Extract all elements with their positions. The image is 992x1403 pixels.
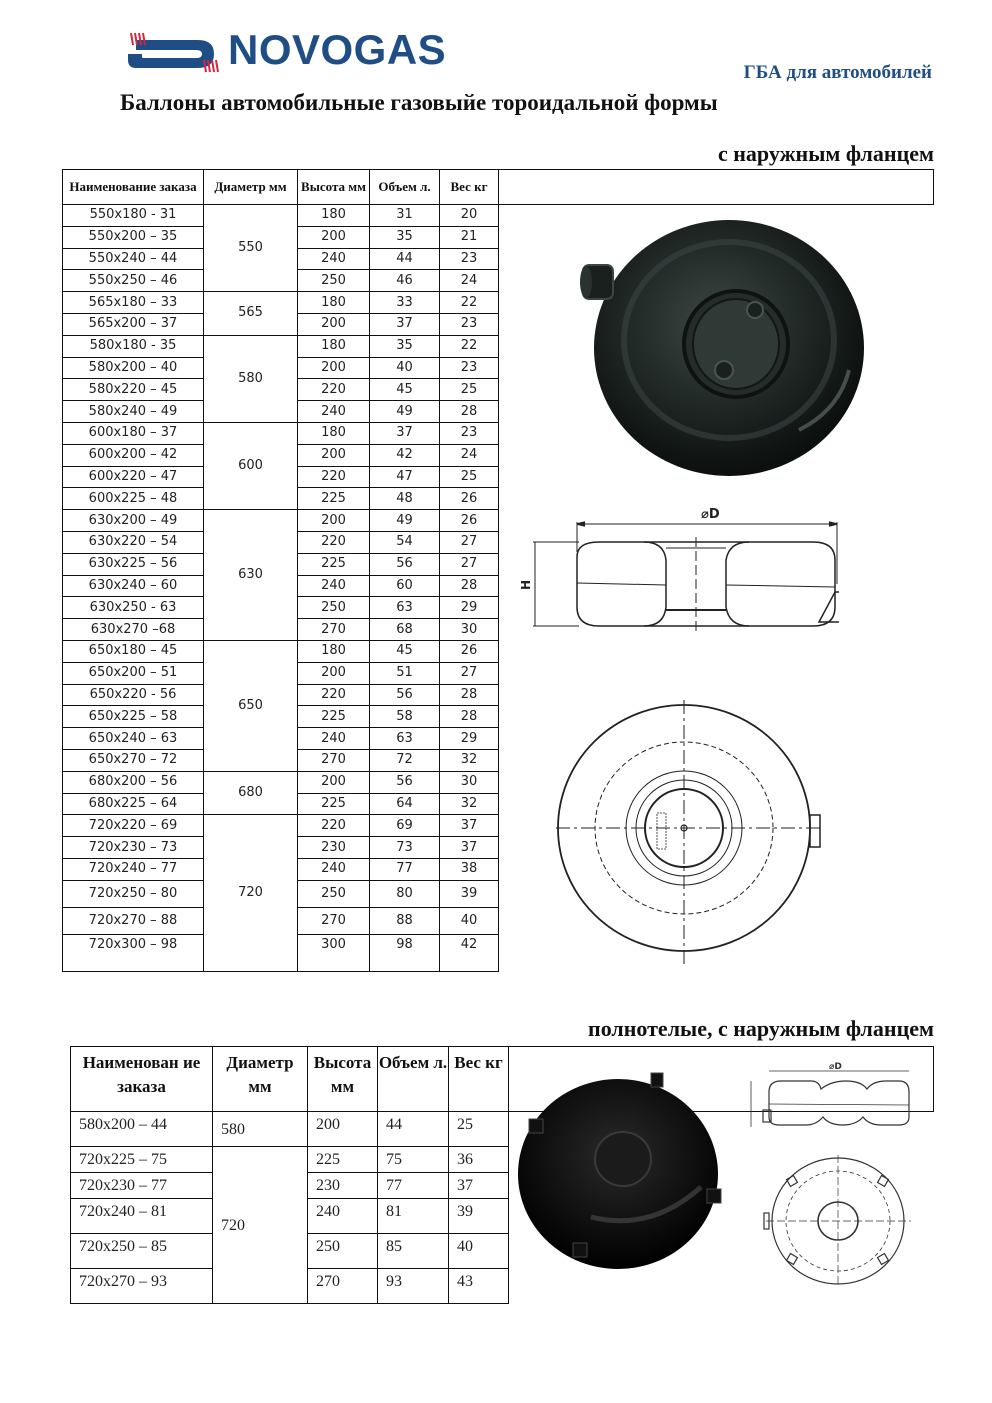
- cell-volume: 37: [370, 422, 440, 444]
- cell-name: 600x180 – 37: [63, 422, 204, 444]
- cell-height: 200: [298, 444, 370, 466]
- cell-diameter: 680: [204, 771, 298, 815]
- cell-name: 720x240 – 81: [71, 1199, 213, 1234]
- cell-weight: 24: [440, 444, 499, 466]
- cell-name: 720x250 – 80: [63, 880, 204, 907]
- cell-name: 720x270 – 93: [71, 1269, 213, 1304]
- cell-name: 720x230 – 73: [63, 837, 204, 859]
- cell-volume: 64: [370, 793, 440, 815]
- cell-weight: 21: [440, 226, 499, 248]
- cell-volume: 56: [370, 553, 440, 575]
- tagline: ГБА для автомобилей: [743, 62, 932, 83]
- section1-title: с наружным фланцем: [717, 141, 934, 166]
- cell-height: 250: [298, 880, 370, 907]
- table-row: [63, 662, 934, 684]
- table-header-row: [63, 170, 934, 205]
- table-header-row: [71, 1047, 934, 1112]
- product-images-cell: [509, 1047, 934, 1112]
- cell-weight: 25: [440, 466, 499, 488]
- cell-weight: 30: [440, 771, 499, 793]
- cell-name: 600x225 – 48: [63, 488, 204, 510]
- diameter-label: ⌀D: [828, 1061, 842, 1072]
- cell-weight: 25: [440, 379, 499, 401]
- diameter-label: ⌀D: [701, 507, 720, 522]
- cell-weight: 32: [440, 793, 499, 815]
- cell-name: 650x270 – 72: [63, 749, 204, 771]
- solid-side-drawing: [751, 1071, 909, 1127]
- cell-weight: 28: [440, 575, 499, 597]
- cell-volume: 33: [370, 292, 440, 314]
- cell-name: 630x225 – 56: [63, 553, 204, 575]
- cell-weight: 23: [440, 313, 499, 335]
- cell-volume: 63: [370, 728, 440, 750]
- cell-height: 270: [308, 1269, 378, 1304]
- cell-height: 200: [298, 313, 370, 335]
- spec-table-solid-external-flange: [70, 1046, 934, 1304]
- cell-weight: 38: [440, 858, 499, 880]
- cell-volume: 93: [378, 1269, 449, 1304]
- cell-name: 720x220 – 69: [63, 815, 204, 837]
- cell-name: 630x220 – 54: [63, 531, 204, 553]
- cell-height: 200: [298, 771, 370, 793]
- cell-volume: 49: [370, 401, 440, 423]
- cell-weight: 40: [449, 1234, 509, 1269]
- cell-volume: 45: [370, 640, 440, 662]
- cell-weight: 22: [440, 292, 499, 314]
- cell-height: 220: [298, 815, 370, 837]
- cell-name: 650x180 – 45: [63, 640, 204, 662]
- cell-height: 240: [298, 401, 370, 423]
- cell-weight: 43: [449, 1269, 509, 1304]
- height-label: H: [519, 579, 533, 590]
- cell-height: 225: [308, 1147, 378, 1173]
- cell-height: 225: [298, 488, 370, 510]
- cell-weight: 32: [440, 749, 499, 771]
- cell-weight: 28: [440, 706, 499, 728]
- cell-weight: 20: [440, 205, 499, 227]
- cell-weight: 28: [440, 401, 499, 423]
- cell-height: 230: [308, 1173, 378, 1199]
- cell-weight: 29: [440, 728, 499, 750]
- cell-volume: 80: [370, 880, 440, 907]
- cell-name: 580x180 - 35: [63, 335, 204, 357]
- toroidal-tank-photo: [569, 190, 869, 490]
- cell-height: 200: [298, 510, 370, 532]
- cell-weight: 30: [440, 619, 499, 641]
- cell-weight: 27: [440, 531, 499, 553]
- cell-weight: 23: [440, 248, 499, 270]
- cell-volume: 98: [370, 934, 440, 971]
- table-row: [63, 640, 934, 662]
- cell-height: 200: [308, 1112, 378, 1147]
- cell-name: 680x200 – 56: [63, 771, 204, 793]
- cell-name: 650x200 – 51: [63, 662, 204, 684]
- cell-volume: 77: [370, 858, 440, 880]
- cell-volume: 56: [370, 684, 440, 706]
- cell-name: 720x270 – 88: [63, 907, 204, 934]
- cell-height: 240: [298, 248, 370, 270]
- cell-volume: 81: [378, 1199, 449, 1234]
- solid-tank-photo: [518, 1073, 721, 1269]
- cell-height: 240: [308, 1199, 378, 1234]
- brand-name: NOVOGAS: [228, 26, 447, 73]
- cell-volume: 63: [370, 597, 440, 619]
- cell-height: 220: [298, 531, 370, 553]
- cell-volume: 48: [370, 488, 440, 510]
- cell-name: 720x300 – 98: [63, 934, 204, 971]
- cell-height: 180: [298, 640, 370, 662]
- cell-name: 565x180 – 33: [63, 292, 204, 314]
- cell-height: 200: [298, 662, 370, 684]
- cell-volume: 75: [378, 1147, 449, 1173]
- cell-weight: 39: [449, 1199, 509, 1234]
- cell-name: 600x220 – 47: [63, 466, 204, 488]
- cell-height: 225: [298, 793, 370, 815]
- cell-height: 225: [298, 553, 370, 575]
- col-header-volume: Объем л.: [378, 1047, 449, 1112]
- cell-diameter: 630: [204, 510, 298, 641]
- col-header-height: Высота мм: [298, 170, 370, 205]
- cell-weight: 23: [440, 422, 499, 444]
- cell-name: 550x250 – 46: [63, 270, 204, 292]
- cell-name: 565x200 – 37: [63, 313, 204, 335]
- cell-weight: 27: [440, 553, 499, 575]
- cell-weight: 26: [440, 488, 499, 510]
- cell-height: 180: [298, 292, 370, 314]
- cell-name: 550x180 - 31: [63, 205, 204, 227]
- cell-weight: 24: [440, 270, 499, 292]
- cell-weight: 37: [449, 1173, 509, 1199]
- cell-height: 225: [298, 706, 370, 728]
- cell-name: 630x250 - 63: [63, 597, 204, 619]
- cell-volume: 49: [370, 510, 440, 532]
- cell-weight: 37: [440, 837, 499, 859]
- cell-name: 650x225 – 58: [63, 706, 204, 728]
- cell-diameter: 580: [213, 1112, 308, 1147]
- cell-weight: 42: [440, 934, 499, 971]
- cell-height: 180: [298, 422, 370, 444]
- cell-height: 240: [298, 858, 370, 880]
- cell-volume: 31: [370, 205, 440, 227]
- cell-volume: 73: [370, 837, 440, 859]
- col-header-name: Наименован ие заказа: [71, 1047, 213, 1112]
- page-title: Баллоны автомобильные газовыйе тороидальной формы: [120, 90, 718, 115]
- cell-diameter: 600: [204, 422, 298, 509]
- cell-volume: 40: [370, 357, 440, 379]
- cell-name: 580x200 – 44: [71, 1112, 213, 1147]
- cell-volume: 42: [370, 444, 440, 466]
- cell-name: 580x200 – 40: [63, 357, 204, 379]
- cell-height: 270: [298, 749, 370, 771]
- cell-diameter: 580: [204, 335, 298, 422]
- cell-weight: 27: [440, 662, 499, 684]
- cell-height: 270: [298, 619, 370, 641]
- cell-volume: 85: [378, 1234, 449, 1269]
- cell-height: 220: [298, 684, 370, 706]
- cell-weight: 26: [440, 510, 499, 532]
- cell-volume: 44: [370, 248, 440, 270]
- col-header-name: Наименование заказа: [63, 170, 204, 205]
- cell-volume: 37: [370, 313, 440, 335]
- cell-volume: 69: [370, 815, 440, 837]
- cell-name: 720x230 – 77: [71, 1173, 213, 1199]
- cell-height: 240: [298, 728, 370, 750]
- cell-height: 270: [298, 907, 370, 934]
- col-header-volume: Объем л.: [370, 170, 440, 205]
- cell-weight: 28: [440, 684, 499, 706]
- cell-weight: 25: [449, 1112, 509, 1147]
- col-header-weight: Вес кг: [440, 170, 499, 205]
- side-section-drawing: [519, 492, 839, 632]
- cell-volume: 47: [370, 466, 440, 488]
- cell-name: 630x270 –68: [63, 619, 204, 641]
- cell-height: 200: [298, 226, 370, 248]
- cell-volume: 46: [370, 270, 440, 292]
- col-header-weight: Вес кг: [449, 1047, 509, 1112]
- cell-volume: 56: [370, 771, 440, 793]
- cell-weight: 29: [440, 597, 499, 619]
- cell-weight: 36: [449, 1147, 509, 1173]
- cell-volume: 35: [370, 335, 440, 357]
- cell-name: 600x200 – 42: [63, 444, 204, 466]
- cell-volume: 68: [370, 619, 440, 641]
- cell-name: 550x240 – 44: [63, 248, 204, 270]
- cell-name: 650x240 – 63: [63, 728, 204, 750]
- cell-volume: 58: [370, 706, 440, 728]
- cell-height: 220: [298, 466, 370, 488]
- cell-volume: 54: [370, 531, 440, 553]
- cell-height: 180: [298, 205, 370, 227]
- cell-name: 720x240 – 77: [63, 858, 204, 880]
- cell-diameter: 565: [204, 292, 298, 336]
- cell-volume: 44: [378, 1112, 449, 1147]
- col-header-diameter: Диаметр мм: [213, 1047, 308, 1112]
- cell-height: 180: [298, 335, 370, 357]
- cell-name: 720x250 – 85: [71, 1234, 213, 1269]
- cell-name: 630x200 – 49: [63, 510, 204, 532]
- cell-name: 650x220 - 56: [63, 684, 204, 706]
- cell-diameter: 550: [204, 205, 298, 292]
- novogas-logo: [128, 26, 468, 74]
- logo-mark-icon: [128, 30, 223, 74]
- cell-height: 230: [298, 837, 370, 859]
- cell-weight: 39: [440, 880, 499, 907]
- cell-name: 580x240 – 49: [63, 401, 204, 423]
- cell-volume: 35: [370, 226, 440, 248]
- cell-volume: 72: [370, 749, 440, 771]
- cell-weight: 22: [440, 335, 499, 357]
- cell-height: 240: [298, 575, 370, 597]
- cell-volume: 51: [370, 662, 440, 684]
- section2-title: полнотелые, с наружным фланцем: [588, 1016, 934, 1041]
- cell-volume: 88: [370, 907, 440, 934]
- cell-name: 630x240 – 60: [63, 575, 204, 597]
- cell-height: 220: [298, 379, 370, 401]
- cell-name: 580x220 – 45: [63, 379, 204, 401]
- product-images-cell: [499, 170, 934, 590]
- cell-name: 550x200 – 35: [63, 226, 204, 248]
- cell-weight: 40: [440, 907, 499, 934]
- col-header-height: Высота мм: [308, 1047, 378, 1112]
- cell-height: 300: [298, 934, 370, 971]
- col-header-diameter: Диаметр мм: [204, 170, 298, 205]
- cell-weight: 37: [440, 815, 499, 837]
- cell-weight: 26: [440, 640, 499, 662]
- cell-height: 200: [298, 357, 370, 379]
- cell-height: 250: [308, 1234, 378, 1269]
- cell-weight: 23: [440, 357, 499, 379]
- cell-diameter: 720: [204, 815, 298, 971]
- cell-volume: 77: [378, 1173, 449, 1199]
- top-view-drawing: [544, 700, 844, 970]
- cell-name: 720x225 – 75: [71, 1147, 213, 1173]
- solid-top-drawing: [764, 1155, 911, 1287]
- cell-volume: 45: [370, 379, 440, 401]
- cell-height: 250: [298, 270, 370, 292]
- cell-height: 250: [298, 597, 370, 619]
- cell-name: 680x225 – 64: [63, 793, 204, 815]
- cell-diameter: 720: [213, 1147, 308, 1304]
- spec-table-external-flange: [62, 169, 934, 972]
- cell-volume: 60: [370, 575, 440, 597]
- cell-diameter: 650: [204, 640, 298, 771]
- solid-tank-images: [511, 1047, 936, 1295]
